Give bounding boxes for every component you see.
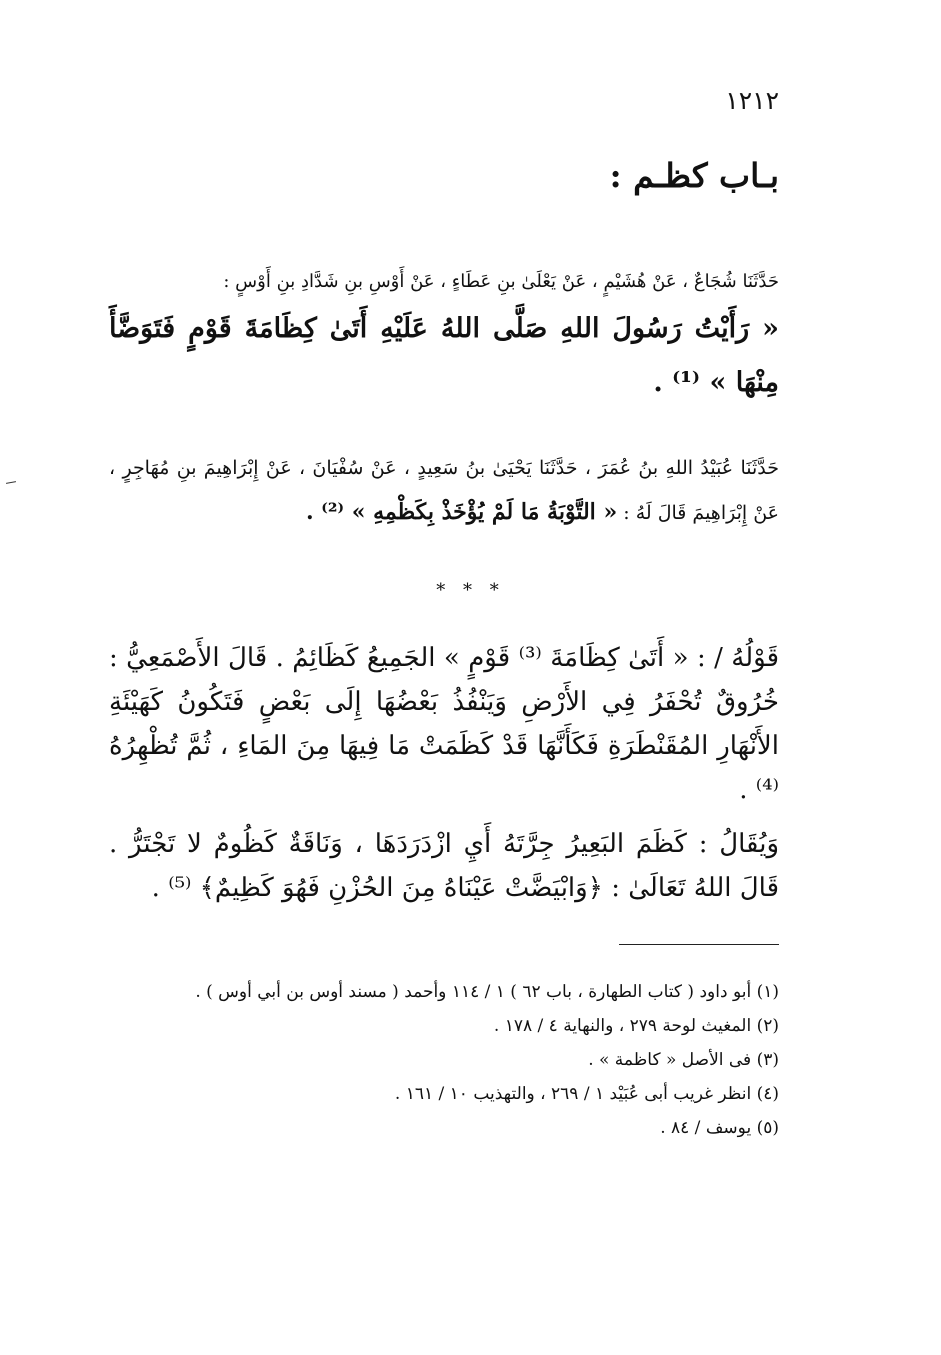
entry-1 — [109, 262, 779, 410]
footnote-4: (٤) انظر غريب أبى عُبَيْد ١ / ٢٦٩ ، والتهذيب ١٠ / ١٦١ . — [394, 1084, 779, 1104]
commentary-paragraph-1: قَوْلُهُ / : « أَتَىٰ كِظَامَةَ ⁽³⁾ قَوْمٍ » الجَمِيعُ كَظَائِمُ . قَالَ الأَصْمَعِيُّ : خُرُوقٌ تُحْفَرُ فِي الأَرْضِ وَيَنْفُذُ بَعْضُهَا إِلَى بَعْضٍ فَتَكُونُ كَهَيْئَةِ الأَنْهَارِ المُقَنْطَرَةِ فَكَأَنَّهَا قَدْ كَظَمَتْ مَا فِيهَا مِنَ المَاءِ ، ثُمَّ تُظْهِرُهُ ⁽⁴⁾ . — [109, 643, 780, 805]
entry-2 — [109, 446, 779, 535]
commentary-paragraph-2: وَيُقَالُ : كَظَمَ البَعِيرُ جِرَّتَهُ أَيِ ازْدَرَدَهَا ، وَنَاقَةٌ كَظُومٌ لا تَجْتَرُّ . قَالَ اللهُ تَعَالَىٰ : ﴿وَابْيَضَّتْ عَيْنَاهُ مِنَ الحُزْنِ فَهُوَ كَظِيمٌ﴾ ⁽⁵⁾ . — [109, 829, 779, 903]
footnote-2: (٢) المغيث لوحة ٢٧٩ ، والنهاية ٤ / ١٧٨ . — [493, 1016, 779, 1036]
margin-mark — [6, 481, 16, 484]
commentary — [109, 636, 779, 920]
footnote-divider — [619, 944, 779, 945]
page-number: ١٢١٢ — [725, 86, 779, 115]
footnote-1: (١) أبو داود ( كتاب الطهارة ، باب ٦٢ ) ١ / ١١٤ وأحمد ( مسند أوس بن أبي أوس ) . — [195, 982, 779, 1002]
footnotes — [99, 975, 779, 1145]
footnote-3: (٣) فى الأصل « كاظمة » . — [588, 1050, 779, 1070]
entry-1-hadith: « رَأَيْتُ رَسُولَ اللهِ صَلَّى اللهُ عَلَيْهِ أَتَىٰ كِظَامَةَ قَوْمٍ فَتَوَضَّأَ مِنْهَا » ⁽¹⁾ . — [109, 313, 779, 398]
entry-2-quote: « التَّوْبَةُ مَا لَمْ يُؤْخَذْ بِكَظْمِهِ » ⁽²⁾ . — [305, 499, 618, 525]
section-separator: * * * — [436, 580, 505, 601]
entry-2-narration-text: حَدَّثَنَا عُبَيْدُ اللهِ بنُ عُمَرَ ، حَدَّثَنَا يَحْيَىٰ بنُ سَعِيدٍ ، عَنْ سُفْيَانَ ، عَنْ إِبْرَاهِيمَ بنِ مُهَاجِرٍ ، عَنْ إِبْرَاهِيمَ قَالَ لَهُ : — [109, 457, 779, 524]
footnote-5: (٥) يوسف / ٨٤ . — [660, 1118, 779, 1138]
chapter-title: بـاب كظـم : — [609, 156, 779, 195]
entry-2-narration — [109, 446, 779, 535]
entry-1-narration: حَدَّثَنَا شُجَاعٌ ، عَنْ هُشَيْمٍ ، عَنْ يَعْلَىٰ بنِ عَطَاءٍ ، عَنْ أَوْسِ بنِ شَدَّادِ بنِ أَوْسٍ : — [223, 271, 779, 292]
